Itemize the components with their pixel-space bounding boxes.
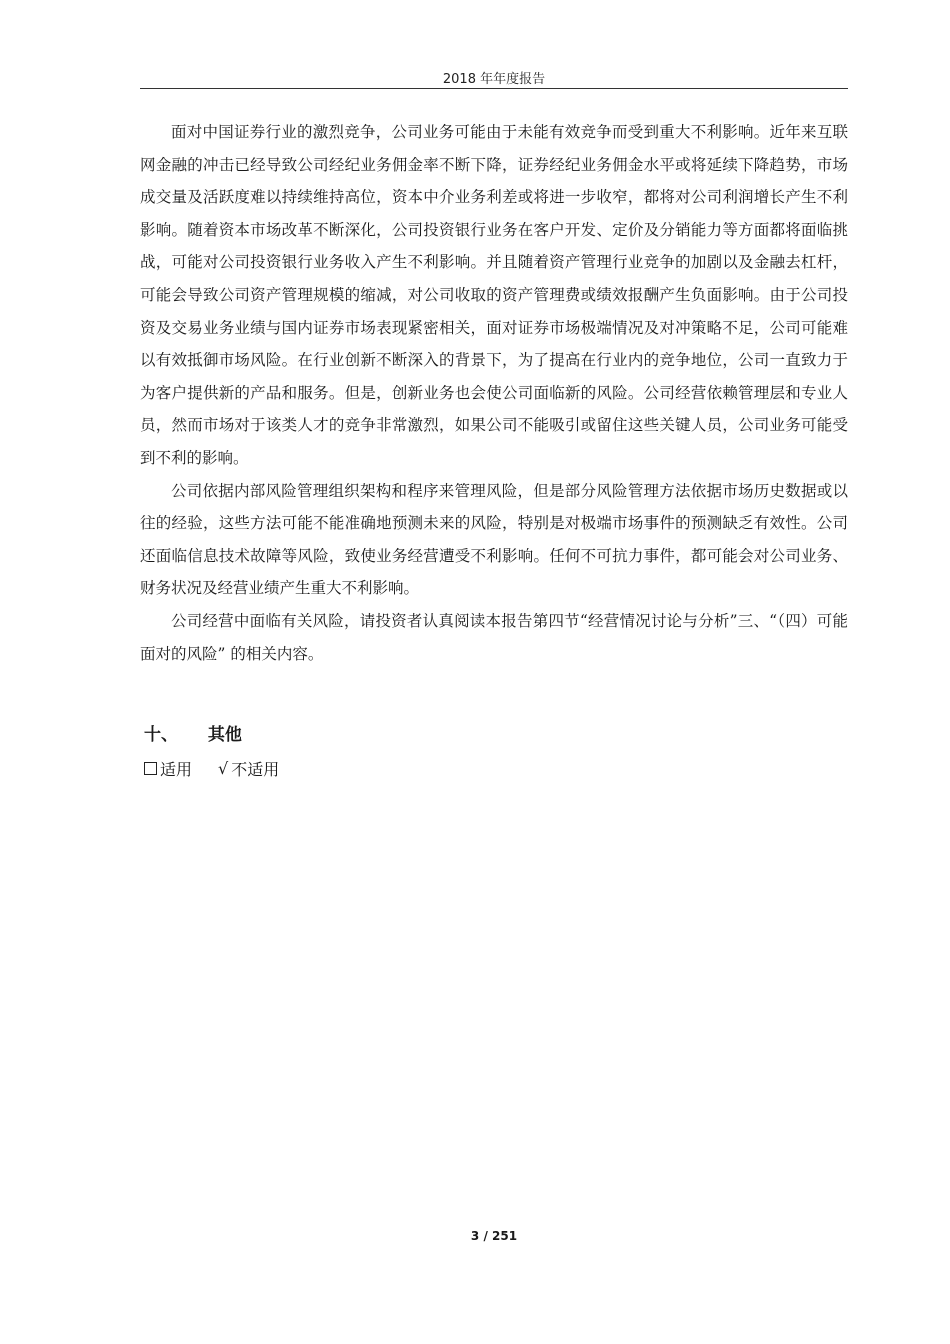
- paragraph-competition-risk: 面对中国证券行业的激烈竞争，公司业务可能由于未能有效竞争而受到重大不利影响。近年来互联网金融的冲击已经导致公司经纪业务佣金率不断下降，证券经纪业务佣金水平或将延续下降趋势，市场成交量及活跃度难以持续维持高位，资本中介业务利差或将进一步收窄，都将对公司利润增长产生不利影响。随着资本市场改革不断深化，公司投资银行业务在客户开发、定价及分销能力等方面都将面临挑战，可能对公司投资银行业务收入产生不利影响。并且随着资产管理行业竞争的加剧以及金融去杠杆，可能会导致公司资产管理规模的缩减，对公司收取的资产管理费或绩效报酬产生负面影响。由于公司投资及交易业务业绩与国内证券市场表现紧密相关，面对证券市场极端情况及对冲策略不足，公司可能难以有效抵御市场风险。在行业创新不断深入的背景下，为了提高在行业内的竞争地位，公司一直致力于为客户提供新的产品和服务。但是，创新业务也会使公司面临新的风险。公司经营依赖管理层和专业人员，然而市场对于该类人才的竞争非常激烈，如果公司不能吸引或留住这些关键人员，公司业务可能受到不利的影响。: [140, 123, 848, 467]
- section-title: 其他: [207, 725, 242, 745]
- paragraph-risk-management: 公司依据内部风险管理组织架构和程序来管理风险，但是部分风险管理方法依据市场历史数据或以往的经验，这些方法可能不能准确地预测未来的风险，特别是对极端市场事件的预测缺乏有效性。公司还面临信息技术故障等风险，致使业务经营遭受不利影响。任何不可抗力事件，都可能会对公司业务、财务状况及经营业绩产生重大不利影响。: [140, 481, 848, 598]
- option-not-applicable: [218, 757, 279, 780]
- checkmark-icon: √: [218, 759, 229, 778]
- paragraph-reference: 公司经营中面临有关风险，请投资者认真阅读本报告第四节“经营情况讨论与分析”三、“（四）可能面对的风险” 的相关内容。: [140, 611, 848, 663]
- body-text: [140, 116, 848, 670]
- section-heading: [144, 720, 242, 745]
- empty-checkbox-icon: [144, 762, 157, 775]
- page-number: 3 / 251: [470, 1229, 518, 1243]
- applicability-options: [144, 757, 279, 780]
- page-header: 2018 年年度报告: [442, 72, 546, 87]
- header-divider: [140, 88, 848, 89]
- option-applicable-label: 适用: [160, 760, 193, 779]
- option-applicable: [144, 757, 192, 780]
- option-not-applicable-label: 不适用: [231, 760, 280, 779]
- section-number: 十、: [144, 725, 178, 745]
